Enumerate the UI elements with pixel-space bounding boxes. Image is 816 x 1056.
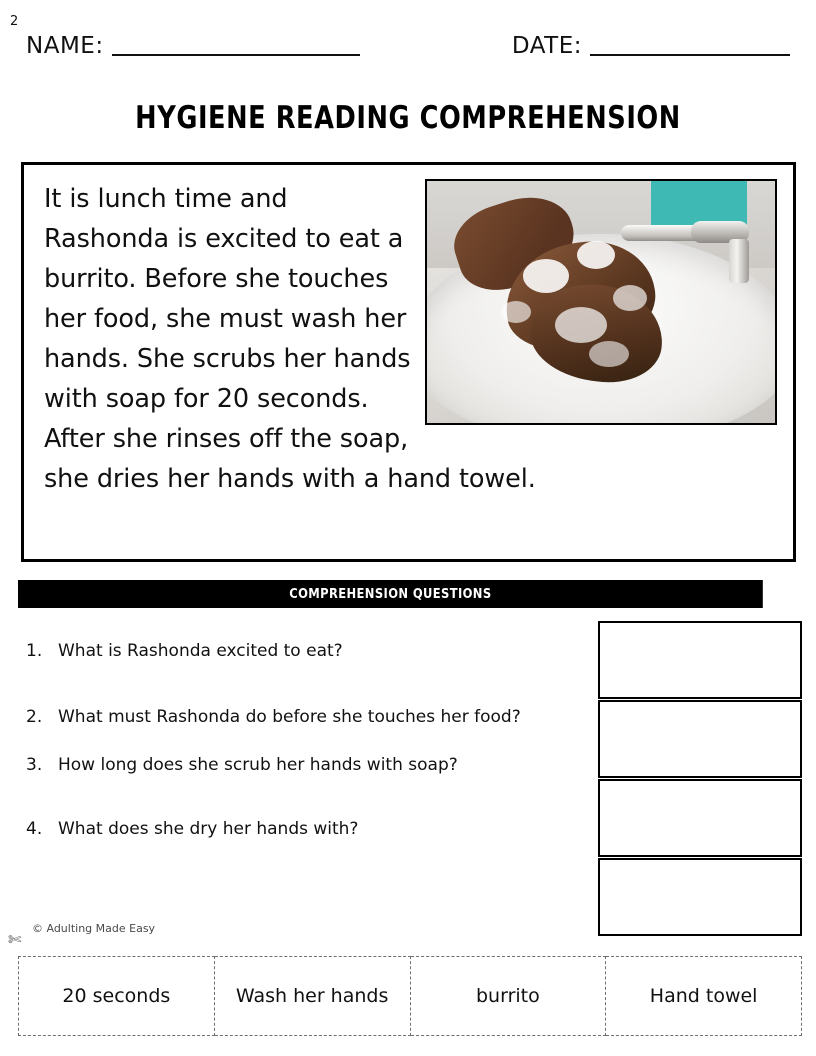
photo-faucet-neck [729, 239, 749, 283]
question-text: What must Rashonda do before she touches her food? [58, 707, 521, 727]
name-field-group[interactable] [26, 33, 360, 59]
questions-list [26, 640, 586, 874]
handwashing-photo [425, 179, 777, 425]
comprehension-questions-banner: COMPREHENSION QUESTIONS [18, 580, 763, 608]
question-item [26, 706, 586, 728]
question-item [26, 754, 586, 776]
question-number: 2. [26, 707, 43, 727]
page-number: 2 [10, 14, 19, 29]
question-item [26, 640, 586, 662]
photo-suds-6 [589, 341, 629, 367]
date-write-line[interactable] [590, 54, 790, 56]
passage-box [21, 162, 796, 562]
photo-suds-5 [501, 301, 531, 323]
question-text: How long does she scrub her hands with soap? [58, 755, 458, 775]
word-bank-card[interactable]: burrito [411, 956, 607, 1036]
passage-text: It is lunch time and Rashonda is excited to eat a burrito. Before she touches her food, she must wash her hands. She scrubs her hands with soap for 20 seconds. After she rinses off the soap, she dries her hands with a hand towel. [44, 184, 536, 494]
scissors-icon: ✄ [8, 930, 22, 949]
question-number: 3. [26, 755, 43, 775]
question-text: What is Rashonda excited to eat? [58, 641, 343, 661]
photo-suds-3 [555, 307, 607, 343]
name-date-row [26, 33, 790, 59]
question-text: What does she dry her hands with? [58, 819, 359, 839]
question-number: 4. [26, 819, 43, 839]
answer-box-4[interactable] [598, 858, 802, 936]
question-item [26, 818, 586, 840]
page-title: HYGIENE READING COMPREHENSION [135, 100, 681, 136]
photo-suds-1 [523, 259, 569, 293]
name-label: NAME: [26, 33, 104, 59]
question-number: 1. [26, 641, 43, 661]
word-bank-card[interactable]: Wash her hands [215, 956, 411, 1036]
photo-suds-2 [577, 241, 615, 269]
word-bank-strip [18, 956, 802, 1036]
answer-box-3[interactable] [598, 779, 802, 857]
credit-text: © Adulting Made Easy [32, 922, 156, 935]
answer-boxes-column [598, 621, 802, 936]
word-bank-card[interactable]: 20 seconds [18, 956, 215, 1036]
word-bank-card[interactable]: Hand towel [606, 956, 802, 1036]
photo-suds-4 [613, 285, 647, 311]
answer-box-2[interactable] [598, 700, 802, 778]
name-write-line[interactable] [112, 54, 360, 56]
date-label: DATE: [511, 33, 582, 59]
answer-box-1[interactable] [598, 621, 802, 699]
date-field-group[interactable] [512, 33, 790, 59]
